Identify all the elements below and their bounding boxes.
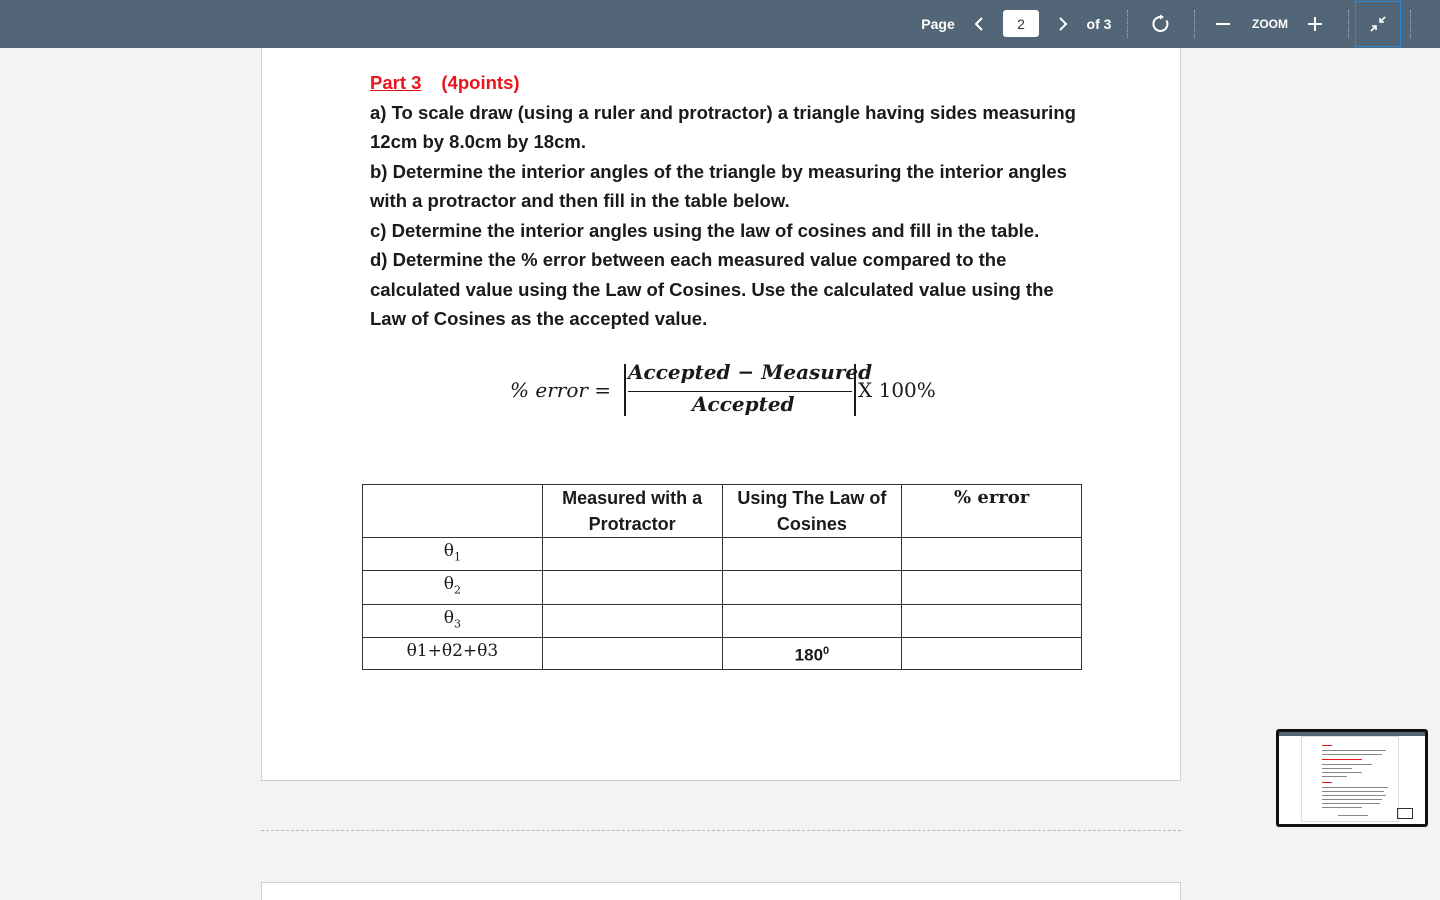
toolbar-divider <box>1127 10 1128 38</box>
angle-label: $\theta_1$ <box>363 538 543 571</box>
table-header <box>363 485 543 538</box>
percent-error-formula <box>510 360 950 420</box>
measured-cell <box>542 538 722 571</box>
collapse-icon <box>1369 15 1387 33</box>
instruction-b: b) Determine the interior angles of the triangle by measuring the interior angles with a protractor and then fill in the table below. <box>370 160 1067 211</box>
document-page <box>261 48 1181 781</box>
chevron-left-icon <box>973 16 985 32</box>
table-row <box>363 571 1082 604</box>
law-of-cosines-cell <box>722 571 902 604</box>
zoom-out-button[interactable] <box>1208 0 1238 48</box>
law-of-cosines-sum: $180^0$ <box>722 638 902 670</box>
measured-cell <box>542 571 722 604</box>
next-document-page <box>261 882 1181 900</box>
rotate-button[interactable] <box>1146 0 1176 48</box>
angle-label: $\theta_3$ <box>363 604 543 637</box>
page-count-label: of 3 <box>1086 16 1112 32</box>
zoom-in-button[interactable] <box>1300 0 1330 48</box>
table-row <box>363 604 1082 637</box>
page-thumbnail-navigator[interactable] <box>1276 729 1428 827</box>
law-of-cosines-cell <box>722 538 902 571</box>
error-cell <box>902 604 1082 637</box>
part-title: Part 3 <box>370 72 422 93</box>
angle-sum-label: θ1+θ2+θ3 <box>363 638 543 670</box>
thumbnail-page <box>1301 736 1399 822</box>
toolbar-divider <box>1194 10 1195 38</box>
minus-icon <box>1215 16 1231 32</box>
measured-cell <box>542 604 722 637</box>
angle-label: $\theta_2$ <box>363 571 543 604</box>
error-cell <box>902 571 1082 604</box>
toolbar-divider <box>1348 10 1349 38</box>
points-label: (4points) <box>441 72 520 93</box>
abs-bar-right <box>854 364 856 416</box>
rotate-icon <box>1151 14 1171 34</box>
table-header: Measured with a Protractor <box>542 485 722 538</box>
plus-icon <box>1307 16 1323 32</box>
instruction-d: d) Determine the % error between each measured value compared to the calculated value using the Law of Cosines. Use the calculated value using the Law of Cosines as the accepted value. <box>370 249 1054 329</box>
formula-denominator: Accepted <box>692 392 795 416</box>
previous-page-button[interactable] <box>966 0 992 48</box>
viewer-toolbar <box>0 0 1440 48</box>
formula-rhs: X 100% <box>858 378 936 402</box>
instruction-a: a) To scale draw (using a ruler and protractor) a triangle having sides measuring 12cm by 8.0cm by 18cm. <box>370 101 1076 152</box>
zoom-label: ZOOM <box>1252 17 1288 31</box>
table-row <box>363 538 1082 571</box>
thumbnail-viewport-indicator[interactable] <box>1397 808 1413 819</box>
toolbar-divider <box>1410 10 1411 38</box>
exit-fullscreen-button[interactable] <box>1355 1 1401 47</box>
table-header: % error <box>902 485 1082 538</box>
section-heading <box>370 68 1090 98</box>
abs-bar-left <box>624 364 626 416</box>
law-of-cosines-cell <box>722 604 902 637</box>
page-number-input[interactable] <box>1003 10 1039 37</box>
table-sum-row <box>363 638 1082 670</box>
error-cell <box>902 638 1082 670</box>
formula-numerator: Accepted − Measured <box>628 360 873 384</box>
page-label: Page <box>921 16 955 32</box>
formula-lhs: % error = <box>510 378 612 402</box>
page-break-divider <box>261 830 1181 831</box>
table-header: Using The Law of Cosines <box>722 485 902 538</box>
table-header-row <box>363 485 1082 538</box>
next-page-button[interactable] <box>1050 0 1076 48</box>
measured-cell <box>542 638 722 670</box>
instruction-c: c) Determine the interior angles using the law of cosines and fill in the table. <box>370 219 1040 241</box>
angles-table <box>362 484 1082 670</box>
error-cell <box>902 538 1082 571</box>
page-content <box>370 68 1090 334</box>
chevron-right-icon <box>1057 16 1069 32</box>
